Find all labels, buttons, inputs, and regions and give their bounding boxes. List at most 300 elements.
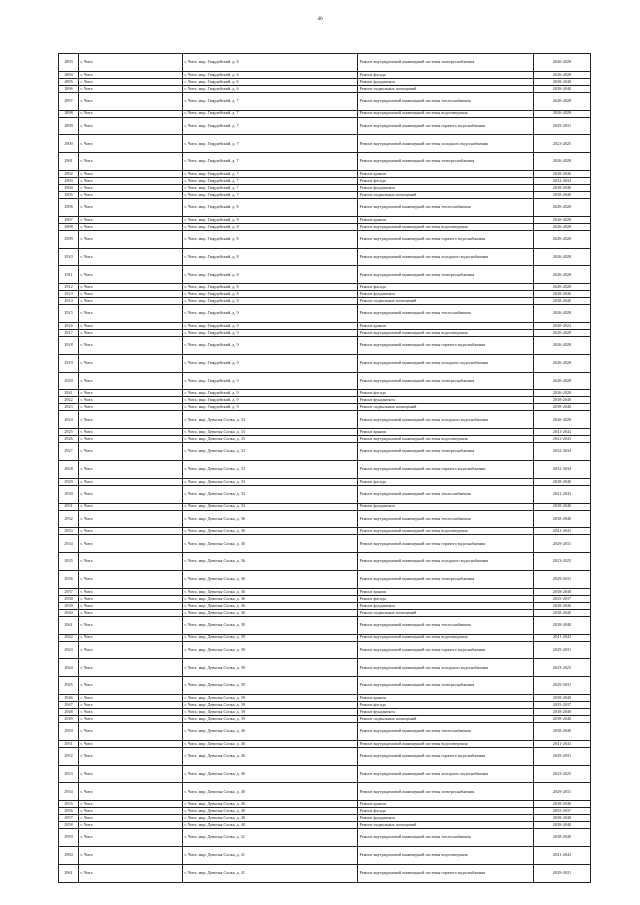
table-row — [58, 461, 591, 479]
address-cell: г. Чита, мкр. Гвардейский, д. 8 — [182, 231, 357, 248]
city-cell: г. Чита — [78, 741, 182, 747]
row-number: 2925 — [58, 429, 78, 435]
period-cell: 2038-2040 — [533, 589, 591, 595]
period-cell: 2026-2028 — [533, 54, 591, 71]
work-type-cell: Ремонт подвальных помещений — [357, 192, 533, 198]
address-cell: г. Чита, мкр. Девичья Сопка, д. 33 — [182, 461, 357, 478]
period-cell: 2041-2043 — [533, 486, 591, 503]
city-cell: г. Чита — [78, 822, 182, 828]
address-cell: г. Чита, мкр. Девичья Сопка, д. 36 — [182, 528, 357, 534]
address-cell: г. Чита, мкр. Гвардейский, д. 9 — [182, 404, 357, 410]
address-cell: г. Чита, мкр. Девичья Сопка, д. 40 — [182, 748, 357, 765]
period-cell: 2038-2040 — [533, 504, 591, 510]
city-cell: г. Чита — [78, 323, 182, 329]
work-type-cell: Ремонт внутридомовой инженерной системы холодного водоснабжения — [357, 659, 533, 676]
table-row — [58, 695, 591, 702]
row-number: 2945 — [58, 677, 78, 694]
table-row — [58, 702, 591, 709]
address-cell: г. Чита, мкр. Девичья Сопка, д. 39 — [182, 709, 357, 715]
row-number: 2937 — [58, 589, 78, 595]
row-number: 2928 — [58, 461, 78, 478]
table-row — [58, 330, 591, 337]
city-cell: г. Чита — [78, 355, 182, 372]
period-cell: 2026-2028 — [533, 199, 591, 216]
city-cell: г. Чита — [78, 535, 182, 552]
row-number: 2895 — [58, 79, 78, 85]
address-cell: г. Чита, мкр. Девичья Сопка, д. 36 — [182, 589, 357, 595]
address-cell: г. Чита, мкр. Девичья Сопка, д. 39 — [182, 695, 357, 701]
period-cell: 2026-2028 — [533, 373, 591, 390]
address-cell: г. Чита, мкр. Гвардейский, д. 7 — [182, 171, 357, 177]
work-type-cell: Ремонт внутридомовой инженерной системы водоотведения — [357, 528, 533, 534]
period-cell: 2023-2025 — [533, 766, 591, 783]
address-cell: г. Чита, мкр. Девичья Сопка, д. 33 — [182, 486, 357, 503]
city-cell: г. Чита — [78, 305, 182, 322]
row-number: 2903 — [58, 178, 78, 184]
period-cell: 2026-2028 — [533, 217, 591, 223]
period-cell: 2026-2028 — [533, 337, 591, 354]
city-cell: г. Чита — [78, 404, 182, 410]
row-number: 2930 — [58, 486, 78, 503]
row-number: 2934 — [58, 535, 78, 552]
period-cell: 2038-2040 — [533, 291, 591, 297]
table-row — [58, 171, 591, 178]
city-cell: г. Чита — [78, 603, 182, 609]
city-cell: г. Чита — [78, 429, 182, 435]
city-cell: г. Чита — [78, 709, 182, 715]
period-cell: 2026-2028 — [533, 111, 591, 117]
work-type-cell: Ремонт внутридомовой инженерной системы холодного водоснабжения — [357, 553, 533, 570]
address-cell: г. Чита, мкр. Девичья Сопка, д. 39 — [182, 702, 357, 708]
address-cell: г. Чита, мкр. Девичья Сопка, д. 33 — [182, 411, 357, 428]
period-cell: 2038-2040 — [533, 185, 591, 191]
work-type-cell: Ремонт крыши — [357, 323, 533, 329]
city-cell: г. Чита — [78, 171, 182, 177]
row-number: 2947 — [58, 702, 78, 708]
row-number: 2953 — [58, 766, 78, 783]
city-cell: г. Чита — [78, 79, 182, 85]
row-number: 2924 — [58, 411, 78, 428]
period-cell: 2026-2028 — [533, 305, 591, 322]
table-row — [58, 553, 591, 571]
row-number: 2936 — [58, 571, 78, 588]
city-cell: г. Чита — [78, 135, 182, 152]
row-number: 2920 — [58, 373, 78, 390]
table-row — [58, 373, 591, 391]
table-row — [58, 504, 591, 511]
address-cell: г. Чита, мкр. Гвардейский, д. 6 — [182, 86, 357, 92]
city-cell: г. Чита — [78, 217, 182, 223]
table-row — [58, 192, 591, 199]
table-row — [58, 291, 591, 298]
address-cell: г. Чита, мкр. Гвардейский, д. 8 — [182, 249, 357, 266]
period-cell: 2038-2040 — [533, 404, 591, 410]
address-cell: г. Чита, мкр. Девичья Сопка, д. 33 — [182, 479, 357, 485]
work-type-cell: Ремонт внутридомовой инженерной системы водоотведения — [357, 847, 533, 864]
period-cell: 2038-2040 — [533, 192, 591, 198]
period-cell: 2041-2043 — [533, 429, 591, 435]
address-cell: г. Чита, мкр. Гвардейский, д. 8 — [182, 266, 357, 283]
period-cell: 2026-2028 — [533, 390, 591, 396]
city-cell: г. Чита — [78, 185, 182, 191]
table-row — [58, 596, 591, 603]
period-cell: 2029-2031 — [533, 642, 591, 659]
address-cell: г. Чита, мкр. Гвардейский, д. 7 — [182, 185, 357, 191]
address-cell: г. Чита, мкр. Гвардейский, д. 9 — [182, 390, 357, 396]
period-cell: 2029-2031 — [533, 783, 591, 800]
table-row — [58, 528, 591, 535]
address-cell: г. Чита, мкр. Гвардейский, д. 9 — [182, 355, 357, 372]
row-number: 2919 — [58, 355, 78, 372]
work-type-cell: Ремонт фасада — [357, 72, 533, 78]
capital-repair-table — [58, 53, 591, 875]
table-row — [58, 642, 591, 660]
city-cell: г. Чита — [78, 298, 182, 304]
row-number: 2908 — [58, 224, 78, 230]
work-type-cell: Ремонт внутридомовой инженерной системы теплоснабжения — [357, 617, 533, 634]
city-cell: г. Чита — [78, 199, 182, 216]
city-cell: г. Чита — [78, 610, 182, 616]
city-cell: г. Чита — [78, 635, 182, 641]
table-row — [58, 118, 591, 136]
work-type-cell: Ремонт внутридомовой инженерной системы холодного водоснабжения — [357, 135, 533, 152]
city-cell: г. Чита — [78, 716, 182, 722]
table-row — [58, 72, 591, 79]
table-row — [58, 224, 591, 231]
work-type-cell: Ремонт крыши — [357, 695, 533, 701]
city-cell: г. Чита — [78, 748, 182, 765]
period-cell: 2032-2034 — [533, 443, 591, 460]
row-number: 2943 — [58, 642, 78, 659]
address-cell: г. Чита, мкр. Гвардейский, д. 8 — [182, 284, 357, 290]
work-type-cell: Ремонт внутридомовой инженерной системы электроснабжения — [357, 783, 533, 800]
row-number: 2958 — [58, 822, 78, 828]
work-type-cell: Ремонт внутридомовой инженерной системы водоотведения — [357, 635, 533, 641]
work-type-cell: Ремонт фундамента — [357, 709, 533, 715]
row-number: 2901 — [58, 153, 78, 170]
work-type-cell: Ремонт внутридомовой инженерной системы теплоснабжения — [357, 93, 533, 110]
work-type-cell: Ремонт фасада — [357, 808, 533, 814]
address-cell: г. Чита, мкр. Девичья Сопка, д. 33 — [182, 436, 357, 442]
work-type-cell: Ремонт внутридомовой инженерной системы теплоснабжения — [357, 829, 533, 846]
city-cell: г. Чита — [78, 571, 182, 588]
work-type-cell: Ремонт внутридомовой инженерной системы электроснабжения — [357, 443, 533, 460]
row-number: 2897 — [58, 93, 78, 110]
work-type-cell: Ремонт фундамента — [357, 603, 533, 609]
row-number: 2955 — [58, 801, 78, 807]
table-row — [58, 199, 591, 217]
address-cell: г. Чита, мкр. Девичья Сопка, д. 36 — [182, 553, 357, 570]
work-type-cell: Ремонт фасада — [357, 390, 533, 396]
address-cell: г. Чита, мкр. Девичья Сопка, д. 41 — [182, 829, 357, 846]
table-row — [58, 86, 591, 93]
work-type-cell: Ремонт фасада — [357, 479, 533, 485]
row-number: 2952 — [58, 748, 78, 765]
table-row — [58, 397, 591, 404]
address-cell: г. Чита, мкр. Гвардейский, д. 8 — [182, 199, 357, 216]
address-cell: г. Чита, мкр. Девичья Сопка, д. 33 — [182, 443, 357, 460]
period-cell: 2041-2043 — [533, 847, 591, 864]
city-cell: г. Чита — [78, 723, 182, 740]
address-cell: г. Чита, мкр. Гвардейский, д. 7 — [182, 135, 357, 152]
row-number: 2959 — [58, 829, 78, 846]
address-cell: г. Чита, мкр. Девичья Сопка, д. 36 — [182, 511, 357, 528]
table-row — [58, 610, 591, 617]
address-cell: г. Чита, мкр. Гвардейский, д. 6 — [182, 72, 357, 78]
city-cell: г. Чита — [78, 815, 182, 821]
address-cell: г. Чита, мкр. Гвардейский, д. 7 — [182, 178, 357, 184]
city-cell: г. Чита — [78, 702, 182, 708]
row-number: 2907 — [58, 217, 78, 223]
row-number: 2950 — [58, 723, 78, 740]
address-cell: г. Чита, мкр. Гвардейский, д. 7 — [182, 192, 357, 198]
table-row — [58, 323, 591, 330]
city-cell: г. Чита — [78, 829, 182, 846]
table-row — [58, 748, 591, 766]
work-type-cell: Ремонт внутридомовой инженерной системы горячего водоснабжения — [357, 642, 533, 659]
address-cell: г. Чита, мкр. Девичья Сопка, д. 39 — [182, 635, 357, 641]
table-row — [58, 829, 591, 847]
row-number: 2944 — [58, 659, 78, 676]
city-cell: г. Чита — [78, 436, 182, 442]
address-cell: г. Чита, мкр. Девичья Сопка, д. 40 — [182, 766, 357, 783]
table-row — [58, 436, 591, 443]
period-cell: 2029-2031 — [533, 535, 591, 552]
work-type-cell: Ремонт внутридомовой инженерной системы теплоснабжения — [357, 486, 533, 503]
city-cell: г. Чита — [78, 504, 182, 510]
table-row — [58, 249, 591, 267]
row-number: 2893 — [58, 54, 78, 71]
work-type-cell: Ремонт подвальных помещений — [357, 822, 533, 828]
period-cell: 2026-2028 — [533, 330, 591, 336]
address-cell: г. Чита, мкр. Гвардейский, д. 9 — [182, 323, 357, 329]
row-number: 2914 — [58, 298, 78, 304]
table-row — [58, 404, 591, 411]
row-number: 2931 — [58, 504, 78, 510]
period-cell: 2038-2040 — [533, 397, 591, 403]
work-type-cell: Ремонт внутридомовой инженерной системы электроснабжения — [357, 153, 533, 170]
city-cell: г. Чита — [78, 479, 182, 485]
address-cell: г. Чита, мкр. Девичья Сопка, д. 36 — [182, 535, 357, 552]
table-row — [58, 815, 591, 822]
row-number: 2900 — [58, 135, 78, 152]
city-cell: г. Чита — [78, 397, 182, 403]
address-cell: г. Чита, мкр. Девичья Сопка, д. 39 — [182, 617, 357, 634]
row-number: 2932 — [58, 511, 78, 528]
table-row — [58, 178, 591, 185]
row-number: 2922 — [58, 397, 78, 403]
period-cell: 2035-2037 — [533, 808, 591, 814]
work-type-cell: Ремонт подвальных помещений — [357, 404, 533, 410]
row-number: 2917 — [58, 330, 78, 336]
work-type-cell: Ремонт внутридомовой инженерной системы теплоснабжения — [357, 723, 533, 740]
city-cell: г. Чита — [78, 695, 182, 701]
row-number: 2916 — [58, 323, 78, 329]
period-cell: 2026-2028 — [533, 355, 591, 372]
city-cell: г. Чита — [78, 808, 182, 814]
table-row — [58, 153, 591, 171]
work-type-cell: Ремонт внутридомовой инженерной системы холодного водоснабжения — [357, 411, 533, 428]
row-number: 2910 — [58, 249, 78, 266]
period-cell: 2035-2037 — [533, 702, 591, 708]
row-number: 2909 — [58, 231, 78, 248]
table-row — [58, 135, 591, 153]
city-cell: г. Чита — [78, 766, 182, 783]
period-cell: 2026-2028 — [533, 249, 591, 266]
table-row — [58, 355, 591, 373]
period-cell: 2041-2043 — [533, 528, 591, 534]
row-number: 2904 — [58, 185, 78, 191]
table-row — [58, 617, 591, 635]
address-cell: г. Чита, мкр. Гвардейский, д. 8 — [182, 217, 357, 223]
row-number: 2899 — [58, 118, 78, 135]
city-cell: г. Чита — [78, 617, 182, 634]
period-cell: 2041-2043 — [533, 741, 591, 747]
work-type-cell: Ремонт крыши — [357, 429, 533, 435]
city-cell: г. Чита — [78, 783, 182, 800]
row-number: 2927 — [58, 443, 78, 460]
period-cell: 2038-2040 — [533, 723, 591, 740]
period-cell: 2038-2040 — [533, 822, 591, 828]
work-type-cell: Ремонт внутридомовой инженерной системы холодного водоснабжения — [357, 766, 533, 783]
table-row — [58, 231, 591, 249]
table-row — [58, 479, 591, 486]
work-type-cell: Ремонт внутридомовой инженерной системы горячего водоснабжения — [357, 231, 533, 248]
row-number: 2911 — [58, 266, 78, 283]
row-number: 2921 — [58, 390, 78, 396]
period-cell: 2038-2040 — [533, 479, 591, 485]
work-type-cell: Ремонт фасада — [357, 702, 533, 708]
period-cell: 2038-2040 — [533, 298, 591, 304]
table-row — [58, 284, 591, 291]
work-type-cell: Ремонт внутридомовой инженерной системы электроснабжения — [357, 677, 533, 694]
row-number: 2929 — [58, 479, 78, 485]
city-cell: г. Чита — [78, 118, 182, 135]
period-cell: 2023-2025 — [533, 553, 591, 570]
row-number: 2905 — [58, 192, 78, 198]
address-cell: г. Чита, мкр. Гвардейский, д. 8 — [182, 291, 357, 297]
address-cell: г. Чита, мкр. Девичья Сопка, д. 40 — [182, 808, 357, 814]
period-cell: 2038-2040 — [533, 171, 591, 177]
work-type-cell: Ремонт внутридомовой инженерной системы горячего водоснабжения — [357, 337, 533, 354]
address-cell: г. Чита, мкр. Гвардейский, д. 8 — [182, 224, 357, 230]
city-cell: г. Чита — [78, 111, 182, 117]
period-cell: 2038-2040 — [533, 695, 591, 701]
address-cell: г. Чита, мкр. Девичья Сопка, д. 41 — [182, 865, 357, 882]
period-cell: 2029-2031 — [533, 748, 591, 765]
period-cell: 2023-2025 — [533, 135, 591, 152]
period-cell: 2038-2040 — [533, 86, 591, 92]
work-type-cell: Ремонт внутридомовой инженерной системы водоотведения — [357, 741, 533, 747]
city-cell: г. Чита — [78, 659, 182, 676]
table-row — [58, 723, 591, 741]
row-number: 2935 — [58, 553, 78, 570]
address-cell: г. Чита, мкр. Гвардейский, д. 6 — [182, 79, 357, 85]
work-type-cell: Ремонт внутридомовой инженерной системы электроснабжения — [357, 571, 533, 588]
work-type-cell: Ремонт внутридомовой инженерной системы холодного водоснабжения — [357, 249, 533, 266]
city-cell: г. Чита — [78, 553, 182, 570]
row-number: 2898 — [58, 111, 78, 117]
address-cell: г. Чита, мкр. Девичья Сопка, д. 41 — [182, 847, 357, 864]
period-cell: 2038-2040 — [533, 709, 591, 715]
row-number: 2913 — [58, 291, 78, 297]
table-row — [58, 93, 591, 111]
work-type-cell: Ремонт внутридомовой инженерной системы теплоснабжения — [357, 199, 533, 216]
row-number: 2912 — [58, 284, 78, 290]
table-row — [58, 635, 591, 642]
address-cell: г. Чита, мкр. Девичья Сопка, д. 39 — [182, 659, 357, 676]
work-type-cell: Ремонт внутридомовой инженерной системы холодного водоснабжения — [357, 355, 533, 372]
period-cell: 2032-2034 — [533, 178, 591, 184]
work-type-cell: Ремонт подвальных помещений — [357, 298, 533, 304]
city-cell: г. Чита — [78, 86, 182, 92]
row-number: 2939 — [58, 603, 78, 609]
row-number: 2918 — [58, 337, 78, 354]
period-cell: 2038-2040 — [533, 79, 591, 85]
work-type-cell: Ремонт внутридомовой инженерной системы теплоснабжения — [357, 305, 533, 322]
work-type-cell: Ремонт фасада — [357, 284, 533, 290]
work-type-cell: Ремонт внутридомовой инженерной системы электроснабжения — [357, 54, 533, 71]
work-type-cell: Ремонт фундамента — [357, 291, 533, 297]
period-cell: 2026-2028 — [533, 224, 591, 230]
table-row — [58, 79, 591, 86]
address-cell: г. Чита, мкр. Девичья Сопка, д. 39 — [182, 642, 357, 659]
work-type-cell: Ремонт внутридомовой инженерной системы электроснабжения — [357, 266, 533, 283]
address-cell: г. Чита, мкр. Девичья Сопка, д. 33 — [182, 429, 357, 435]
city-cell: г. Чита — [78, 54, 182, 71]
address-cell: г. Чита, мкр. Девичья Сопка, д. 36 — [182, 610, 357, 616]
table-row — [58, 337, 591, 355]
city-cell: г. Чита — [78, 511, 182, 528]
work-type-cell: Ремонт фасада — [357, 596, 533, 602]
table-row — [58, 677, 591, 695]
table-row — [58, 411, 591, 429]
work-type-cell: Ремонт фундамента — [357, 185, 533, 191]
row-number: 2938 — [58, 596, 78, 602]
work-type-cell: Ремонт фундамента — [357, 504, 533, 510]
city-cell: г. Чита — [78, 596, 182, 602]
work-type-cell: Ремонт внутридомовой инженерной системы водоотведения — [357, 330, 533, 336]
address-cell: г. Чита, мкр. Девичья Сопка, д. 40 — [182, 822, 357, 828]
table-row — [58, 808, 591, 815]
row-number: 2956 — [58, 808, 78, 814]
city-cell: г. Чита — [78, 847, 182, 864]
table-row — [58, 185, 591, 192]
city-cell: г. Чита — [78, 528, 182, 534]
period-cell: 2026-2028 — [533, 153, 591, 170]
city-cell: г. Чита — [78, 373, 182, 390]
address-cell: г. Чита, мкр. Девичья Сопка, д. 36 — [182, 571, 357, 588]
city-cell: г. Чита — [78, 330, 182, 336]
city-cell: г. Чита — [78, 153, 182, 170]
work-type-cell: Ремонт фундамента — [357, 79, 533, 85]
city-cell: г. Чита — [78, 93, 182, 110]
row-number: 2954 — [58, 783, 78, 800]
address-cell: г. Чита, мкр. Гвардейский, д. 9 — [182, 330, 357, 336]
row-number: 2941 — [58, 617, 78, 634]
city-cell: г. Чита — [78, 291, 182, 297]
city-cell: г. Чита — [78, 411, 182, 428]
row-number: 2896 — [58, 86, 78, 92]
table-row — [58, 443, 591, 461]
row-number: 2957 — [58, 815, 78, 821]
address-cell: г. Чита, мкр. Гвардейский, д. 8 — [182, 298, 357, 304]
table-row — [58, 111, 591, 118]
work-type-cell: Ремонт внутридомовой инженерной системы горячего водоснабжения — [357, 865, 533, 882]
work-type-cell: Ремонт крыши — [357, 801, 533, 807]
city-cell: г. Чита — [78, 224, 182, 230]
address-cell: г. Чита, мкр. Девичья Сопка, д. 40 — [182, 801, 357, 807]
